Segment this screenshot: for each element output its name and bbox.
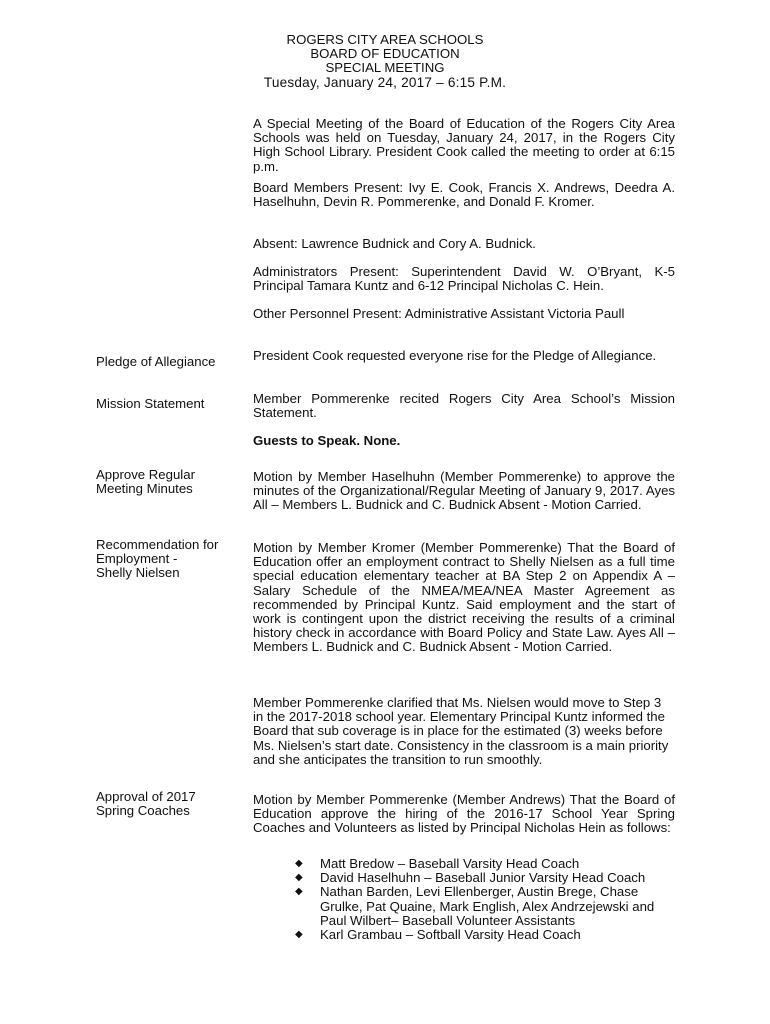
coach-entry: Nathan Barden, Levi Ellenberger, Austin Brege, Chase Grulke, Pat Quaine, Mark English, Alex Andrzejewski and Paul Wilbert– Baseball Volunteer Assistants — [320, 884, 655, 928]
coach-entry: David Haselhuhn – Baseball Junior Varsity Head Coach — [320, 870, 646, 886]
coach-entry: Karl Grambau – Softball Varsity Head Coach — [320, 927, 581, 943]
employment-label-line: Shelly Nielsen — [96, 565, 180, 581]
minutes-motion: Motion by Member Haselhuhn (Member Pommerenke) to approve the minutes of the Organizational/Regular Meeting of January 9, 2017. Ayes All – Members L. Budnick and C. Budnick Absent - Motion Carried. — [253, 469, 675, 513]
other-personnel-present: Other Personnel Present: Administrative Assistant Victoria Paull — [253, 306, 625, 321]
diamond-bullet-icon: ◆ — [295, 858, 303, 869]
employment-label-line: Employment - — [96, 551, 178, 567]
employment-label — [96, 538, 246, 581]
coaches-label — [96, 790, 246, 818]
coaches-label-line: Spring Coaches — [96, 803, 190, 819]
list-item — [253, 871, 680, 885]
district-name: ROGERS CITY AREA SCHOOLS — [286, 32, 484, 47]
minutes-label — [96, 468, 246, 496]
coaches-motion: Motion by Member Pommerenke (Member Andrews) That the Board of Education approve the hiring of the 2016-17 School Year Spring Coaches and Volunteers as listed by Principal Nicholas Hein as follows: — [253, 792, 675, 836]
absent-members: Absent: Lawrence Budnick and Cory A. Budnick. — [253, 236, 536, 251]
mission-label: Mission Statement — [96, 396, 205, 411]
administrators-present: Administrators Present: Superintendent David W. O’Bryant, K-5 Principal Tamara Kuntz and 6-12 Principal Nicholas C. Hein. — [253, 264, 675, 294]
minutes-label-line: Approve Regular — [96, 467, 195, 482]
board-name: BOARD OF EDUCATION — [310, 46, 460, 62]
diamond-bullet-icon: ◆ — [295, 929, 303, 941]
diamond-bullet-icon: ◆ — [295, 872, 303, 884]
minutes-label-line: Meeting Minutes — [96, 481, 193, 497]
list-item — [253, 885, 680, 928]
coach-entry: Matt Bredow – Baseball Varsity Head Coach — [320, 856, 580, 871]
mission-text: Member Pommerenke recited Rogers City Area School’s Mission Statement. — [253, 391, 675, 421]
guests-to-speak: Guests to Speak. None. — [253, 433, 401, 448]
employment-motion: Motion by Member Kromer (Member Pommerenke) That the Board of Education offer an employment contract to Shelly Nielsen as a full time special education elementary teacher at BA Step 2 on Appendix A – Salary Schedule of the NMEA/MEA/NEA Master Agreement as recommended by Principal Kuntz. Said employment and the start of work is contingent upon the district receiving the results of a criminal history check in accordance with Board Policy and State Law. Ayes All – Members L. Budnick and C. Budnick Absent - Motion Carried. — [253, 540, 675, 655]
employment-label-line: Recommendation for — [96, 537, 219, 552]
meeting-type: SPECIAL MEETING — [325, 60, 445, 76]
opening-paragraph: A Special Meeting of the Board of Education of the Rogers City Area Schools was held on Tuesday, January 24, 2017, in the Rogers City High School Library. President Cook called the meeting to order at 6:15 p.m. — [253, 116, 675, 174]
coaches-label-line: Approval of 2017 — [96, 789, 196, 804]
pledge-text: President Cook requested everyone rise for the Pledge of Allegiance. — [253, 348, 657, 363]
pledge-label: Pledge of Allegiance — [96, 354, 216, 369]
meeting-date: Tuesday, January 24, 2017 – 6:15 P.M. — [263, 74, 507, 90]
employment-clarification: Member Pommerenke clarified that Ms. Nielsen would move to Step 3 in the 2017-2018 school year. Elementary Principal Kuntz informed the Board that sub coverage is in place for the estimated (3) weeks before Ms. Nielsen’s start date. Consistency in the classroom is a main priority and she anticipates the transition to run smoothly. — [253, 695, 669, 767]
list-item — [253, 857, 680, 871]
board-members-present: Board Members Present: Ivy E. Cook, Francis X. Andrews, Deedra A. Haselhuhn, Devin R. Pommerenke, and Donald F. Kromer. — [253, 180, 675, 210]
coaches-list — [253, 857, 675, 942]
list-item — [253, 928, 680, 942]
diamond-bullet-icon: ◆ — [295, 886, 303, 898]
document-header — [240, 33, 530, 90]
